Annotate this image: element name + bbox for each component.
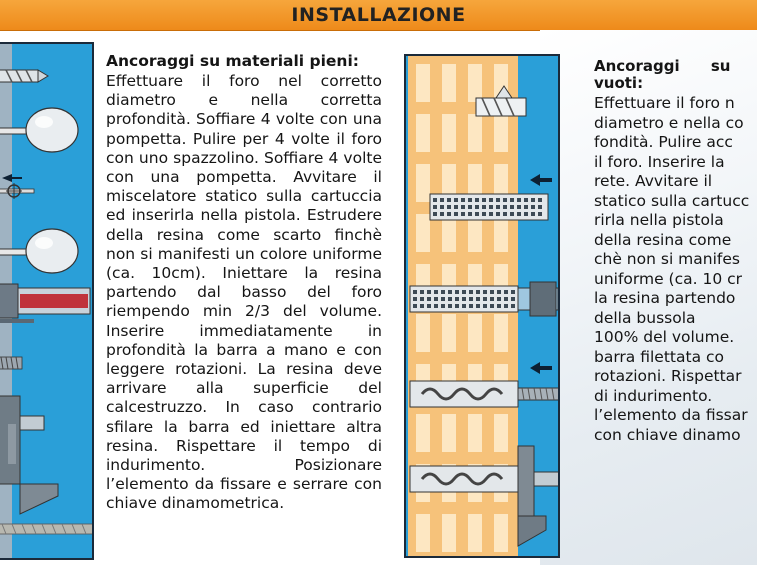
mesh-hole — [455, 297, 459, 301]
mesh-hole — [504, 304, 508, 308]
mesh-hole — [433, 212, 437, 216]
mesh-hole — [511, 290, 515, 294]
mesh-hole — [510, 212, 514, 216]
mesh-hole — [524, 198, 528, 202]
mesh-hole — [475, 198, 479, 202]
mesh-hole — [503, 205, 507, 209]
mesh-hole — [454, 212, 458, 216]
brick-cell — [468, 114, 482, 152]
mesh-hole — [504, 297, 508, 301]
body-line: della resina come — [594, 230, 732, 249]
mesh-hole — [469, 297, 473, 301]
body-line: barra filettata co — [594, 347, 725, 366]
mesh-hole — [454, 205, 458, 209]
mesh-hole — [538, 212, 542, 216]
mesh-hole — [476, 304, 480, 308]
mesh-hole — [420, 290, 424, 294]
mesh-hole — [447, 212, 451, 216]
cartridge-icon — [518, 282, 558, 316]
mesh-hole — [497, 304, 501, 308]
mesh-hole — [433, 198, 437, 202]
brick-cell — [442, 64, 456, 102]
mesh-hole — [455, 290, 459, 294]
mesh-hole — [434, 290, 438, 294]
mesh-hole — [475, 205, 479, 209]
brick-cell — [468, 64, 482, 102]
body-line: chè non si manifes — [594, 250, 740, 268]
mesh-hole — [440, 205, 444, 209]
hollow-material-heading — [594, 58, 757, 92]
brick-cell — [416, 214, 430, 252]
brick-cell — [416, 514, 430, 552]
mesh-hole — [433, 205, 437, 209]
solid-steps-drawing — [0, 44, 94, 560]
mesh-hole — [496, 212, 500, 216]
mesh-hole — [448, 290, 452, 294]
mesh-hole — [482, 205, 486, 209]
mesh-hole — [461, 198, 465, 202]
mesh-hole — [448, 297, 452, 301]
mesh-hole — [441, 290, 445, 294]
mesh-hole — [476, 297, 480, 301]
brick-cell — [442, 414, 456, 452]
mesh-hole — [496, 205, 500, 209]
mesh-hole — [447, 198, 451, 202]
mesh-hole — [440, 212, 444, 216]
body-line: rotazioni. Rispettar — [594, 367, 742, 385]
body-line: uniforme (ca. 10 cr — [594, 269, 743, 288]
mesh-hole — [440, 198, 444, 202]
mesh-hole — [489, 198, 493, 202]
mesh-hole — [489, 212, 493, 216]
mesh-hole — [524, 205, 528, 209]
mesh-hole — [441, 297, 445, 301]
mesh-hole — [413, 290, 417, 294]
body-line: con chiave dinamo — [594, 425, 741, 444]
mesh-hole — [454, 198, 458, 202]
body-line: la resina partendo — [594, 289, 736, 307]
mesh-hole — [503, 212, 507, 216]
section-banner — [0, 0, 757, 31]
mesh-hole — [538, 198, 542, 202]
brick-cell — [416, 314, 430, 352]
hollow-material-illustration — [404, 54, 560, 558]
solid-material-instructions — [106, 52, 382, 514]
mesh-hole — [517, 205, 521, 209]
mesh-hole — [461, 212, 465, 216]
mesh-hole — [511, 297, 515, 301]
mesh-hole — [483, 290, 487, 294]
mesh-hole — [427, 304, 431, 308]
body-line: rirla nella pistola — [594, 211, 724, 229]
rebar-icon — [0, 524, 94, 534]
body-line: il foro. Inserire la — [594, 152, 725, 171]
body-line: statico sulla cartucc — [594, 191, 750, 210]
body-line: diametro e nella co — [594, 113, 744, 132]
solid-material-heading: Ancoraggi su materiali pieni: — [106, 52, 359, 70]
mesh-hole — [511, 304, 515, 308]
mesh-hole — [468, 198, 472, 202]
mesh-hole — [524, 212, 528, 216]
mesh-hole — [434, 304, 438, 308]
mesh-hole — [468, 205, 472, 209]
mesh-hole — [441, 304, 445, 308]
brick-cell — [442, 514, 456, 552]
brick-cell — [468, 514, 482, 552]
mesh-hole — [476, 290, 480, 294]
body-line: fondità. Pulire acc — [594, 133, 733, 151]
brick-cell — [468, 314, 482, 352]
mesh-hole — [462, 304, 466, 308]
body-line: di indurimento. — [594, 386, 713, 405]
mesh-hole — [497, 297, 501, 301]
brick-cell — [442, 114, 456, 152]
mesh-hole — [469, 304, 473, 308]
mesh-hole — [447, 205, 451, 209]
solid-material-body: Effettuare il foro nel corretto diametro e nella corretta profondità. Soffiare 4 volte con una pompetta. Pulire per 4 volte il foro con uno spazzolino. Soffiare 4 volte con una pompetta. Avvitare il miscelatore statico sulla cartuccia ed inserirla nella pistola. Estrudere della resina come scarto finchè non si manifesti un colore uniforme (ca. 10cm). Iniettare la resina partendo dal basso del foro riempendo min 2/3 del volume. Inserire immediatamente in profondità la barra a mano e con leggere rotazioni. La resina deve arrivare alla superficie del calcestruzzo. In caso contrario sfilare la barra ed iniettare altra resina. Rispettare il tempo di indurimento. Posizionare l’elemento da fissare e serrare con chiave dinamometrica. — [106, 72, 382, 513]
brick-cell — [494, 114, 508, 152]
mesh-hole — [538, 205, 542, 209]
brick-cell — [494, 314, 508, 352]
mesh-hole — [490, 297, 494, 301]
mesh-hole — [420, 304, 424, 308]
arrow-left-icon — [530, 362, 552, 374]
mesh-hole — [434, 297, 438, 301]
mesh-hole — [497, 290, 501, 294]
mesh-hole — [482, 212, 486, 216]
mesh-hole — [531, 205, 535, 209]
mesh-hole — [469, 290, 473, 294]
body-line: Effettuare il foro n — [594, 94, 735, 112]
mesh-hole — [504, 290, 508, 294]
brick-cell — [416, 64, 430, 102]
banner-title: INSTALLAZIONE — [291, 4, 466, 26]
mesh-hole — [420, 297, 424, 301]
threaded-bar-icon — [0, 357, 22, 369]
heading-line: Ancoraggi su — [594, 57, 731, 75]
mesh-hole — [510, 198, 514, 202]
body-line: rete. Avvitare il — [594, 172, 713, 190]
mesh-hole — [455, 304, 459, 308]
mesh-hole — [483, 304, 487, 308]
mesh-hole — [531, 212, 535, 216]
body-line: l’elemento da fissar — [594, 406, 748, 424]
mesh-hole — [531, 198, 535, 202]
body-line: della bussola — [594, 308, 696, 327]
mesh-dots — [413, 290, 515, 308]
mesh-hole — [482, 198, 486, 202]
mesh-hole — [483, 297, 487, 301]
mesh-sleeve-icon — [410, 286, 518, 312]
mesh-hole — [517, 198, 521, 202]
drill-bit-icon — [0, 70, 48, 82]
brick-cell — [468, 414, 482, 452]
brick-cell — [442, 314, 456, 352]
mesh-hole — [510, 205, 514, 209]
mesh-hole — [413, 297, 417, 301]
mesh-hole — [496, 198, 500, 202]
brick-cell — [416, 164, 430, 202]
mesh-hole — [490, 290, 494, 294]
mesh-sleeve-icon — [430, 194, 548, 220]
mesh-hole — [462, 290, 466, 294]
mesh-hole — [503, 198, 507, 202]
mesh-hole — [517, 212, 521, 216]
brick-cell — [494, 414, 508, 452]
cartridge-icon — [0, 284, 90, 323]
arrow-left-icon — [530, 174, 552, 186]
hollow-steps-drawing — [406, 56, 560, 558]
brick-cell — [416, 414, 430, 452]
mesh-hole — [448, 304, 452, 308]
mesh-hole — [475, 212, 479, 216]
body-line: 100% del volume. — [594, 328, 735, 346]
brick-cell — [416, 114, 430, 152]
hollow-material-body — [594, 94, 757, 445]
mesh-hole — [462, 297, 466, 301]
solid-material-illustration — [0, 42, 94, 560]
mesh-hole — [427, 297, 431, 301]
mesh-hole — [413, 304, 417, 308]
mesh-hole — [490, 304, 494, 308]
brick-cell — [494, 514, 508, 552]
mesh-hole — [461, 205, 465, 209]
threaded-bar-icon — [410, 381, 560, 407]
mesh-hole — [427, 290, 431, 294]
heading-line: vuoti: — [594, 74, 644, 92]
hollow-material-instructions — [594, 58, 757, 445]
mesh-hole — [489, 205, 493, 209]
mesh-hole — [468, 212, 472, 216]
